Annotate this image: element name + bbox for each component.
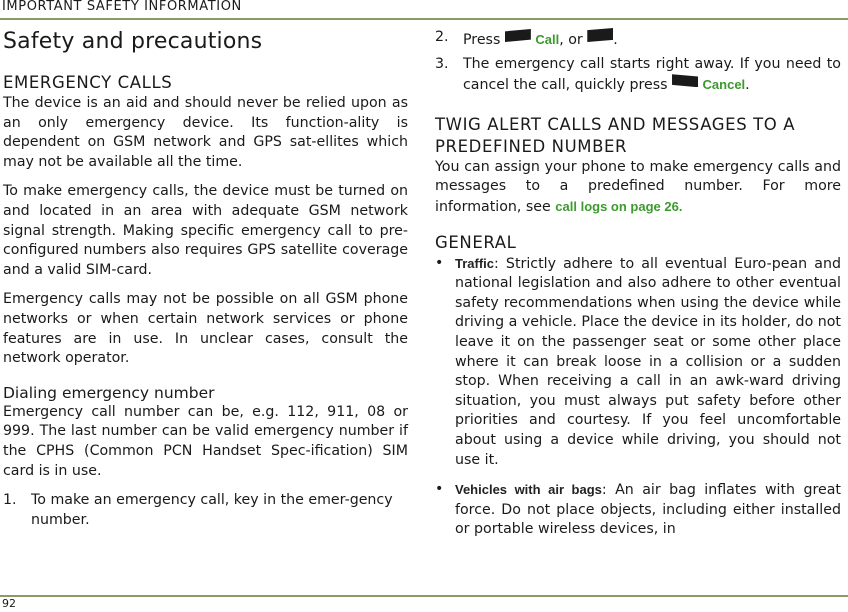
dialing-heading: Dialing emergency number bbox=[3, 383, 215, 402]
traffic-text: : Strictly adhere to all eventual Euro-pean and national legislation and also adhere to other eventual safety recommendations when using the device while driving a vehicle. Place the device in its holder, do not leave it on the passenger seat or some other place where it can break loose in a collision or a sudden stop. When receiving a call in an awk-ward driving situation, you must always put safety before other priorities and courtesy. If you feel uncomfortable about using a device while driving, you should not use it. bbox=[455, 255, 841, 468]
call-logs-link[interactable]: call logs on page 26. bbox=[555, 198, 683, 214]
step-2 bbox=[435, 28, 841, 51]
right-column bbox=[435, 28, 841, 550]
step-2-press: Press bbox=[463, 32, 501, 48]
twig-text: You can assign your phone to make emergency calls and messages to a predefined number. For more information, see bbox=[435, 158, 841, 215]
airbag-term: Vehicles with air bags bbox=[455, 482, 602, 498]
softkey-icon bbox=[672, 74, 698, 87]
phone-icon bbox=[587, 28, 613, 42]
bullet-dot: • bbox=[435, 481, 444, 498]
step-1-number: 1. bbox=[3, 492, 17, 509]
twig-heading: TWIG ALERT CALLS AND MESSAGES TO A PREDEFINED NUMBER bbox=[435, 114, 796, 156]
bullet-dot: • bbox=[435, 254, 444, 271]
paragraph-aid: The device is an aid and should never be relied upon as an only emergency device. Its function-ality is dependent on GSM network and GPS sat-ellites which may not be available all the time. bbox=[3, 95, 408, 170]
page-header: IMPORTANT SAFETY INFORMATION bbox=[2, 0, 242, 14]
traffic-term: Traffic bbox=[455, 255, 495, 271]
paragraph-numbers: Emergency call number can be, e.g. 112, 911, 08 or 999. The last number can be valid emergency number if the CPHS (Common PCN Handset Spec-ification) SIM card is in use. bbox=[3, 403, 408, 479]
bullet-airbags bbox=[435, 480, 841, 540]
step-1 bbox=[3, 491, 408, 530]
twig-paragraph bbox=[435, 158, 841, 218]
emergency-calls-heading: EMERGENCY CALLS bbox=[3, 73, 173, 92]
airbag-text: : An air bag inflates with great force. Do not place objects, including either installed or portable wireless devices, in bbox=[455, 482, 841, 538]
page-title: Safety and precautions bbox=[3, 29, 263, 54]
step-2-or: , or bbox=[559, 32, 583, 48]
page-number: 92 bbox=[2, 597, 16, 610]
cancel-key-label: Cancel bbox=[702, 77, 746, 93]
call-key-label: Call bbox=[535, 32, 560, 47]
bullet-traffic bbox=[435, 254, 841, 471]
paragraph-networks: Emergency calls may not be possible on all GSM phone networks or when certain network services or phone features are in use. In unclear cases, consult the network operator. bbox=[3, 291, 408, 367]
paragraph-make-calls: To make emergency calls, the device must be turned on and located in an area with adequate GSM network signal strength. Making specific emergency call to pre-configured numbers also requires GPS satellite coverage and a valid SIM-card. bbox=[3, 183, 408, 278]
step-3-number: 3. bbox=[435, 55, 449, 72]
step-3-end: . bbox=[745, 77, 750, 94]
step-3 bbox=[435, 55, 841, 96]
left-column bbox=[3, 28, 408, 534]
general-heading: GENERAL bbox=[435, 232, 517, 252]
step-3-text: The emergency call starts right away. If you need to cancel the call, quickly press bbox=[463, 55, 841, 94]
footer-rule bbox=[0, 595, 848, 597]
step-1-text: To make an emergency call, key in the emer-gency number. bbox=[31, 492, 393, 528]
step-2-number: 2. bbox=[435, 29, 449, 45]
header-rule bbox=[0, 18, 848, 20]
softkey-icon bbox=[505, 29, 531, 42]
step-2-end: . bbox=[613, 32, 618, 48]
